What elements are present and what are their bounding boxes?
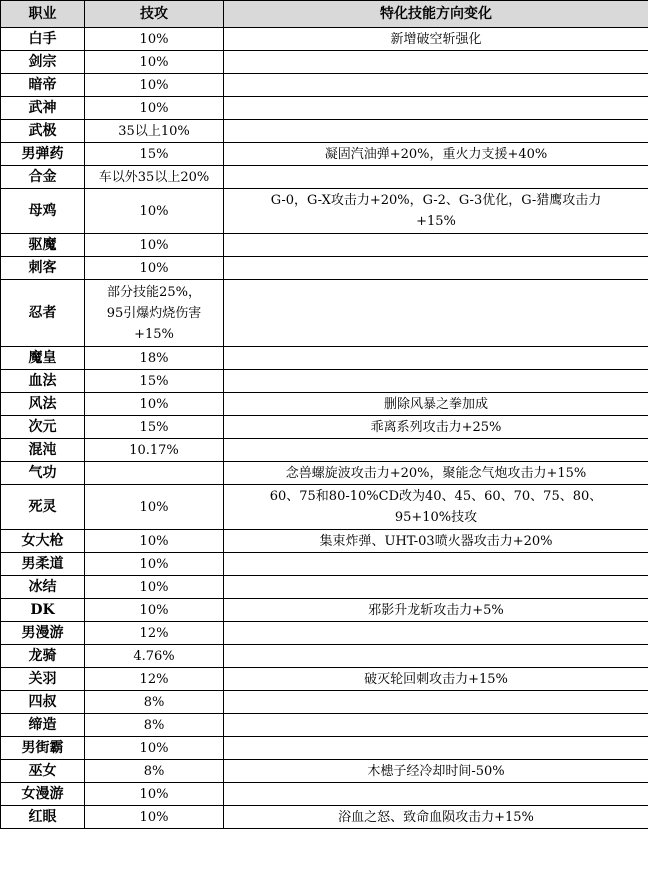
table-row (1, 143, 648, 166)
table-row (1, 189, 648, 234)
table-row (1, 347, 648, 370)
cell-skill-change (224, 166, 648, 189)
cell-job: 母鸡 (1, 189, 85, 234)
table-row (1, 553, 648, 576)
table-row (1, 370, 648, 393)
cell-job: 死灵 (1, 485, 85, 530)
cell-job: 气功 (1, 462, 85, 485)
cell-skill-change (224, 622, 648, 645)
table-row (1, 120, 648, 143)
cell-job: 缔造 (1, 714, 85, 737)
cell-job: 男柔道 (1, 553, 85, 576)
cell-skill-change: 删除风暴之拳加成 (224, 393, 648, 416)
cell-skill-attack: 10% (85, 553, 224, 576)
cell-skill-change (224, 783, 648, 806)
cell-skill-attack: 8% (85, 691, 224, 714)
cell-job: DK (1, 599, 85, 622)
cell-job: 混沌 (1, 439, 85, 462)
table-row (1, 599, 648, 622)
cell-skill-change: 破灭轮回刺攻击力+15% (224, 668, 648, 691)
cell-job: 魔皇 (1, 347, 85, 370)
cell-job: 忍者 (1, 280, 85, 347)
cell-job: 白手 (1, 28, 85, 51)
table-row (1, 576, 648, 599)
table-body (1, 28, 648, 829)
cell-job: 冰结 (1, 576, 85, 599)
cell-skill-change (224, 370, 648, 393)
cell-skill-attack: 35以上10% (85, 120, 224, 143)
table-row (1, 645, 648, 668)
cell-skill-change (224, 737, 648, 760)
cell-skill-attack: 12% (85, 668, 224, 691)
cell-skill-change (224, 257, 648, 280)
cell-skill-attack: 8% (85, 760, 224, 783)
table-row (1, 28, 648, 51)
cell-skill-change (224, 691, 648, 714)
table-row (1, 668, 648, 691)
table-row (1, 783, 648, 806)
cell-skill-attack: 4.76% (85, 645, 224, 668)
cell-skill-change (224, 51, 648, 74)
cell-job: 红眼 (1, 806, 85, 829)
cell-skill-attack (85, 462, 224, 485)
cell-job: 驱魔 (1, 234, 85, 257)
cell-skill-change: 木槵子经冷却时间-50% (224, 760, 648, 783)
header-job: 职业 (1, 1, 85, 28)
cell-skill-attack: 8% (85, 714, 224, 737)
cell-skill-attack: 10% (85, 576, 224, 599)
cell-skill-attack: 10% (85, 485, 224, 530)
cell-skill-change (224, 576, 648, 599)
cell-skill-attack: 车以外35以上20% (85, 166, 224, 189)
cell-skill-change: 邪影升龙斩攻击力+5% (224, 599, 648, 622)
table-row (1, 234, 648, 257)
cell-skill-attack: 10% (85, 234, 224, 257)
table-row (1, 51, 648, 74)
table-row (1, 97, 648, 120)
cell-skill-change (224, 97, 648, 120)
cell-skill-attack: 18% (85, 347, 224, 370)
cell-job: 刺客 (1, 257, 85, 280)
cell-skill-attack: 10% (85, 189, 224, 234)
cell-job: 暗帝 (1, 74, 85, 97)
cell-skill-change: 浴血之怒、致命血陨攻击力+15% (224, 806, 648, 829)
cell-skill-change: 60、75和80-10%CD改为40、45、60、70、75、80、 95+10%技攻 (224, 485, 648, 530)
table-row (1, 530, 648, 553)
cell-skill-attack: 10% (85, 783, 224, 806)
cell-job: 男漫游 (1, 622, 85, 645)
cell-skill-change: 乖离系列攻击力+25% (224, 416, 648, 439)
cell-skill-change (224, 347, 648, 370)
cell-job: 武神 (1, 97, 85, 120)
table-row (1, 806, 648, 829)
cell-job: 剑宗 (1, 51, 85, 74)
table-row (1, 622, 648, 645)
cell-skill-change (224, 280, 648, 347)
table-row (1, 485, 648, 530)
cell-skill-attack: 10% (85, 599, 224, 622)
cell-skill-attack: 15% (85, 370, 224, 393)
table-row (1, 416, 648, 439)
table-row (1, 462, 648, 485)
cell-skill-change: 集束炸弹、UHT-03喷火器攻击力+20% (224, 530, 648, 553)
table-row (1, 737, 648, 760)
cell-job: 巫女 (1, 760, 85, 783)
cell-job: 四叔 (1, 691, 85, 714)
table-row (1, 760, 648, 783)
cell-job: 女漫游 (1, 783, 85, 806)
cell-job: 武极 (1, 120, 85, 143)
header-skill-change: 特化技能方向变化 (224, 1, 648, 28)
cell-job: 合金 (1, 166, 85, 189)
cell-skill-attack: 10% (85, 97, 224, 120)
table-row (1, 257, 648, 280)
table-row (1, 280, 648, 347)
cell-skill-attack: 10% (85, 530, 224, 553)
cell-skill-attack: 15% (85, 143, 224, 166)
cell-skill-change (224, 74, 648, 97)
cell-job: 次元 (1, 416, 85, 439)
cell-skill-change: 念兽螺旋波攻击力+20%，聚能念气炮攻击力+15% (224, 462, 648, 485)
cell-skill-attack: 15% (85, 416, 224, 439)
cell-skill-attack: 10% (85, 51, 224, 74)
cell-skill-change (224, 234, 648, 257)
cell-skill-attack: 10% (85, 806, 224, 829)
table-row (1, 714, 648, 737)
cell-job: 男弹药 (1, 143, 85, 166)
cell-job: 风法 (1, 393, 85, 416)
header-row (1, 1, 648, 28)
cell-job: 女大枪 (1, 530, 85, 553)
cell-skill-change: 新增破空斩强化 (224, 28, 648, 51)
cell-skill-change (224, 553, 648, 576)
cell-job: 血法 (1, 370, 85, 393)
cell-skill-change: G-0，G-X攻击力+20%，G-2、G-3优化，G-猎鹰攻击力 +15% (224, 189, 648, 234)
table-row (1, 393, 648, 416)
cell-job: 男街霸 (1, 737, 85, 760)
cell-skill-change (224, 645, 648, 668)
cell-skill-change (224, 120, 648, 143)
table-row (1, 439, 648, 462)
cell-skill-change: 凝固汽油弹+20%，重火力支援+40% (224, 143, 648, 166)
cell-skill-attack: 10% (85, 74, 224, 97)
cell-skill-attack: 10% (85, 393, 224, 416)
cell-skill-attack: 12% (85, 622, 224, 645)
cell-job: 关羽 (1, 668, 85, 691)
cell-skill-change (224, 714, 648, 737)
table-row (1, 166, 648, 189)
cell-skill-attack: 10% (85, 737, 224, 760)
cell-skill-attack: 部分技能25%， 95引爆灼烧伤害 +15% (85, 280, 224, 347)
table-row (1, 74, 648, 97)
cell-skill-attack: 10% (85, 257, 224, 280)
cell-skill-change (224, 439, 648, 462)
cell-job: 龙骑 (1, 645, 85, 668)
header-skill-attack: 技攻 (85, 1, 224, 28)
table-row (1, 691, 648, 714)
cell-skill-attack: 10% (85, 28, 224, 51)
cell-skill-attack: 10.17% (85, 439, 224, 462)
